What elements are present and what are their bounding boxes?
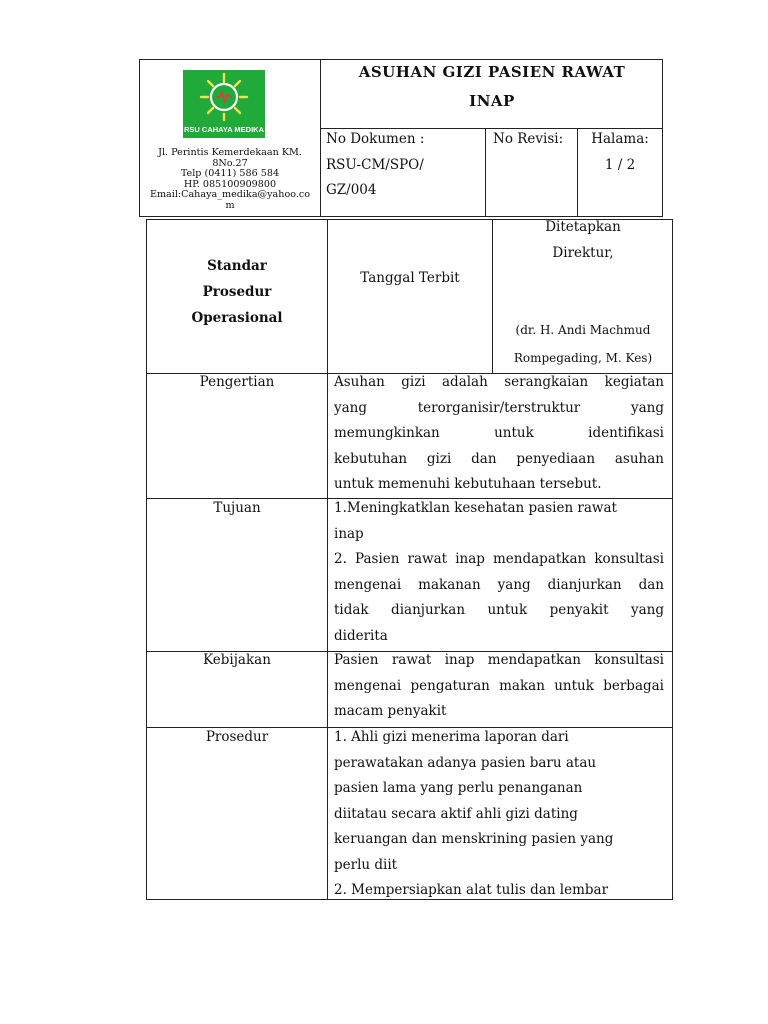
hospital-address [142, 148, 318, 212]
row-label-pengertian: Pengertian [199, 374, 275, 390]
header-divider [485, 128, 486, 217]
revision-number: No Revisi: [493, 131, 564, 147]
address-line: Jl. Perintis Kemerdekaan KM. [158, 148, 302, 158]
document-number: No Dokumen : RSU-CM/SPO/ GZ/004 [326, 131, 425, 198]
document-title: ASUHAN GIZI PASIEN RAWAT INAP [358, 63, 626, 110]
row-label-kebijakan: Kebijakan [203, 652, 271, 668]
hospital-logo [183, 70, 265, 138]
sun-heart-icon [183, 70, 265, 138]
issue-date-label: Tanggal Terbit [360, 270, 460, 286]
address-line: Telp (0411) 586 584 [180, 169, 280, 180]
row-label-prosedur: Prosedur [205, 729, 269, 745]
director-name: (dr. H. Andi Machmud Rompegading, M. Kes) [513, 323, 653, 365]
sop-column-divider [327, 219, 328, 900]
row-content-tujuan: 1.Meningkatklan kesehatan pasien rawat inap 2. Pasien rawat inap mendapatkan konsultasi mengenai makanan yang dianjurkan dan tidak dianjurkan untuk penyakit yang diderita [334, 500, 664, 644]
row-content-prosedur: 1. Ahli gizi menerima laporan dari perawatakan adanya pasien baru atau pasien lama yang perlu penanganan diitatau secara aktif ahli gizi dating keruangan dan menskrining pasien yang perlu diit 2. Mempersiapkan alat tulis dan lembar [334, 729, 614, 898]
sop-title: Standar Prosedur Operasional [191, 258, 283, 326]
address-line: 8No.27 [212, 158, 248, 169]
row-label-tujuan: Tujuan [213, 500, 261, 516]
address-line: HP. 085100909800 [183, 179, 277, 190]
address-line: Email:Cahaya_medika@yahoo.co [149, 190, 311, 201]
row-content-kebijakan: Pasien rawat inap mendapatkan konsultasi mengenai pengaturan makan untuk berbagai macam penyakit [334, 652, 664, 719]
header-divider [577, 128, 578, 217]
logo-text: RSU CAHAYA MEDIKA [183, 125, 265, 134]
header-divider [320, 59, 321, 217]
page-number: Halama: 1 / 2 [591, 131, 649, 173]
row-content-pengertian: Asuhan gizi adalah serangkaian kegiatan yang terorganisir/terstruktur yang memungkinkan untuk identifikasi kebutuhan gizi dan penyediaan asuhan untuk memenuhi kebutuhaan tersebut. [334, 374, 664, 492]
sop-column-divider [492, 219, 493, 374]
approval-block: Ditetapkan Direktur, [545, 219, 621, 261]
address-line: m [225, 200, 235, 211]
